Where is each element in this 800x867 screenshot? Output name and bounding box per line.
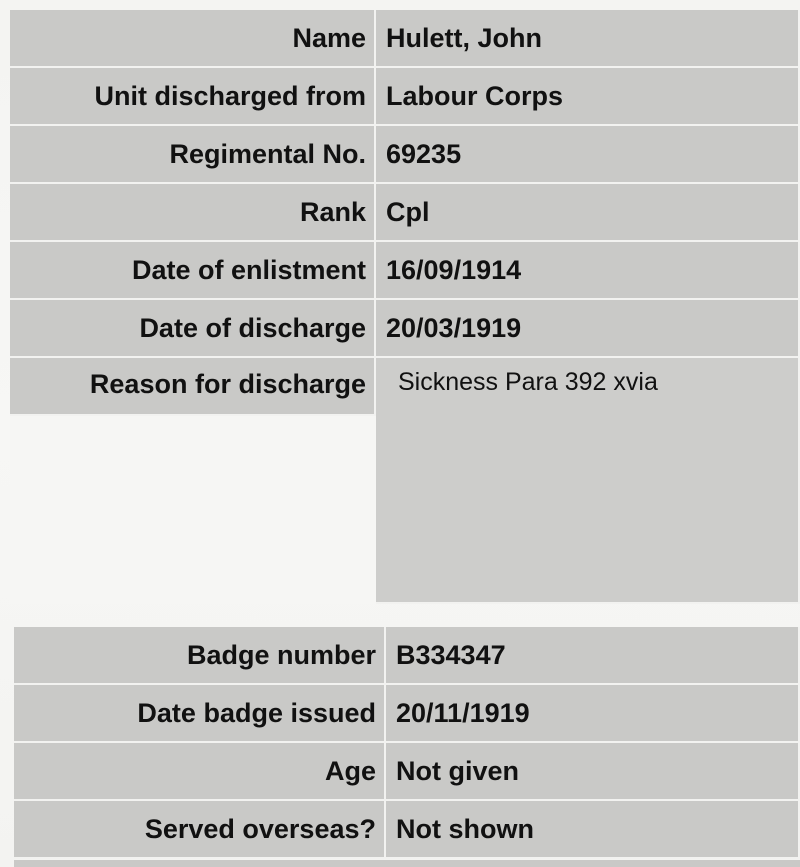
badge-number-label: Badge number: [14, 627, 386, 685]
age-value: Not given: [386, 743, 800, 801]
name-value: Hulett, John: [376, 10, 800, 68]
discharge-date-value: 20/03/1919: [376, 300, 800, 358]
rank-label: Rank: [10, 184, 376, 242]
badge-table: [14, 627, 800, 859]
regimental-no-value: 69235: [376, 126, 800, 184]
unit-label: Unit discharged from: [10, 68, 376, 126]
served-overseas-value: Not shown: [386, 801, 800, 859]
discharge-date-label: Date of discharge: [10, 300, 376, 358]
enlistment-date-label: Date of enlistment: [10, 242, 376, 300]
service-record-table: [10, 10, 800, 604]
unit-value: Labour Corps: [376, 68, 800, 126]
badge-issued-label: Date badge issued: [14, 685, 386, 743]
table-edge: [14, 860, 800, 867]
name-label: Name: [10, 10, 376, 68]
blank-space: [10, 416, 376, 604]
served-overseas-label: Served overseas?: [14, 801, 386, 859]
reason-label: Reason for discharge: [10, 358, 376, 416]
enlistment-date-value: 16/09/1914: [376, 242, 800, 300]
age-label: Age: [14, 743, 386, 801]
badge-number-value: B334347: [386, 627, 800, 685]
reason-label-column: [10, 358, 376, 604]
rank-value: Cpl: [376, 184, 800, 242]
regimental-no-label: Regimental No.: [10, 126, 376, 184]
reason-value: Sickness Para 392 xvia: [376, 358, 800, 604]
badge-issued-value: 20/11/1919: [386, 685, 800, 743]
